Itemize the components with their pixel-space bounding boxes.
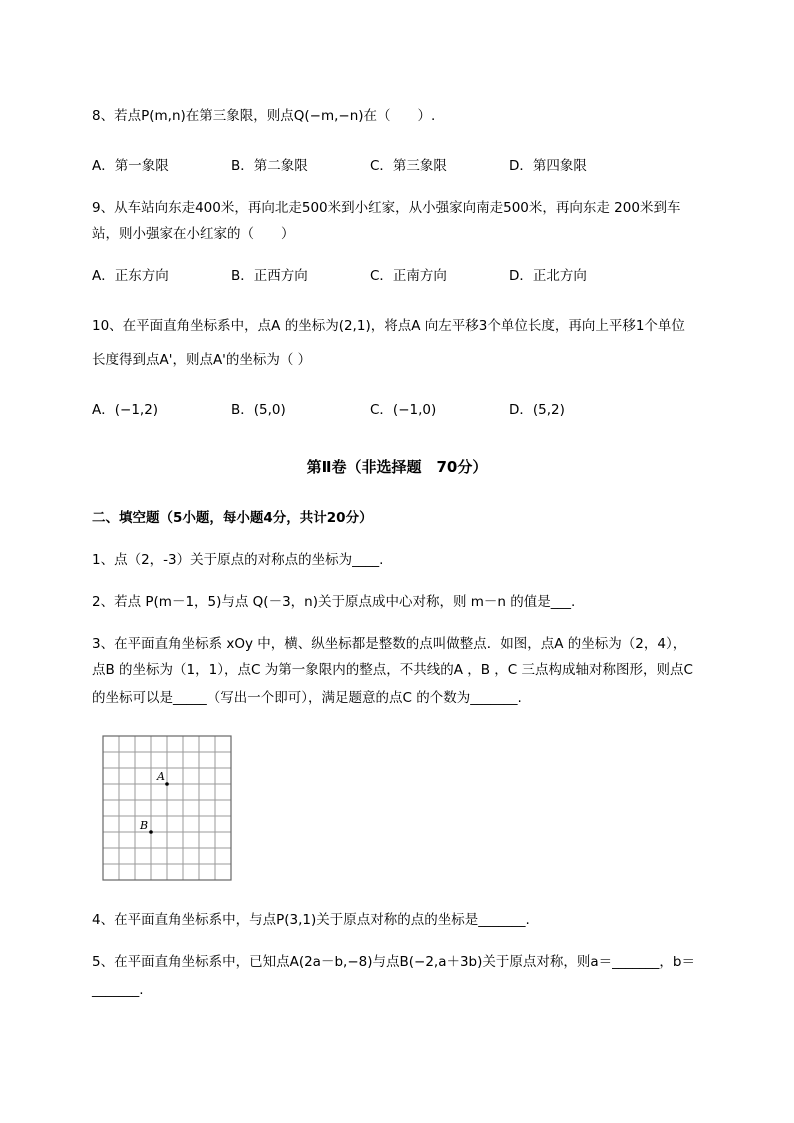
- q9-option-b: B．正西方向: [231, 268, 308, 284]
- q8-stem: 8、若点P(m,n)在第三象限，则点Q(−m,−n)在（ ）.: [92, 108, 436, 124]
- q10-option-a: A．(−1,2): [92, 402, 159, 418]
- q9-stem-line1: 9、从车站向东走400米，再向北走500米到小红家，从小强家向南走500米，再向东走 200米到车: [92, 200, 681, 216]
- part2-title: 第Ⅱ卷（非选择题 70分）: [306, 458, 488, 476]
- fill-q4: 4、在平面直角坐标系中，与点P(3,1)关于原点对称的点的坐标是_______.: [92, 912, 530, 928]
- q10-stem-line2: 长度得到点A'，则点A'的坐标为（ ）: [92, 352, 312, 368]
- q8-option-d: D．第四象限: [509, 158, 587, 174]
- point-b-dot: [149, 830, 153, 834]
- fill-q1: 1、点（2，-3）关于原点的对称点的坐标为____.: [92, 552, 384, 568]
- q10-stem-line1: 10、在平面直角坐标系中，点A 的坐标为(2,1)，将点A 向左平移3个单位长度，再向上平移1个单位: [92, 318, 685, 334]
- q9-option-c: C．正南方向: [370, 268, 447, 284]
- fill-q5-line2: _______.: [92, 982, 144, 998]
- fill-q3-line2: 点B 的坐标为（1，1），点C 为第一象限内的整点，不共线的A ，B ，C 三点构成轴对称图形，则点C: [92, 662, 693, 678]
- grid-figure: [100, 732, 234, 884]
- point-a-label: A: [157, 770, 165, 783]
- point-b-label: B: [140, 819, 149, 832]
- q9-option-a: A．正东方向: [92, 268, 169, 284]
- q9-option-d: D．正北方向: [509, 268, 587, 284]
- q10-option-c: C．(−1,0): [370, 402, 437, 418]
- q8-option-a: A．第一象限: [92, 158, 169, 174]
- grid-lines: [103, 736, 231, 880]
- q10-option-b: B．(5,0): [231, 402, 286, 418]
- q9-stem-line2: 站，则小强家在小红家的（ ）: [92, 226, 295, 242]
- fill-q3-line3: 的坐标可以是_____（写出一个即可），满足题意的点C 的个数为_______.: [92, 690, 522, 706]
- q10-option-d: D．(5,2): [509, 402, 565, 418]
- q8-option-c: C．第三象限: [370, 158, 447, 174]
- fill-q3-line1: 3、在平面直角坐标系 xOy 中，横、纵坐标都是整数的点叫做整点．如图，点A 的坐标为（2，4），: [92, 636, 687, 652]
- section2-heading: 二、填空题（5小题，每小题4分，共计20分）: [92, 510, 373, 526]
- q8-option-b: B．第二象限: [231, 158, 308, 174]
- fill-q2: 2、若点 P(m－1，5)与点 Q(－3，n)关于原点成中心对称，则 m－n 的值是___.: [92, 594, 576, 610]
- point-a-dot: [165, 782, 169, 786]
- fill-q5-line1: 5、在平面直角坐标系中，已知点A(2a－b,−8)与点B(−2,a＋3b)关于原点对称，则a＝_______，b＝: [92, 954, 695, 970]
